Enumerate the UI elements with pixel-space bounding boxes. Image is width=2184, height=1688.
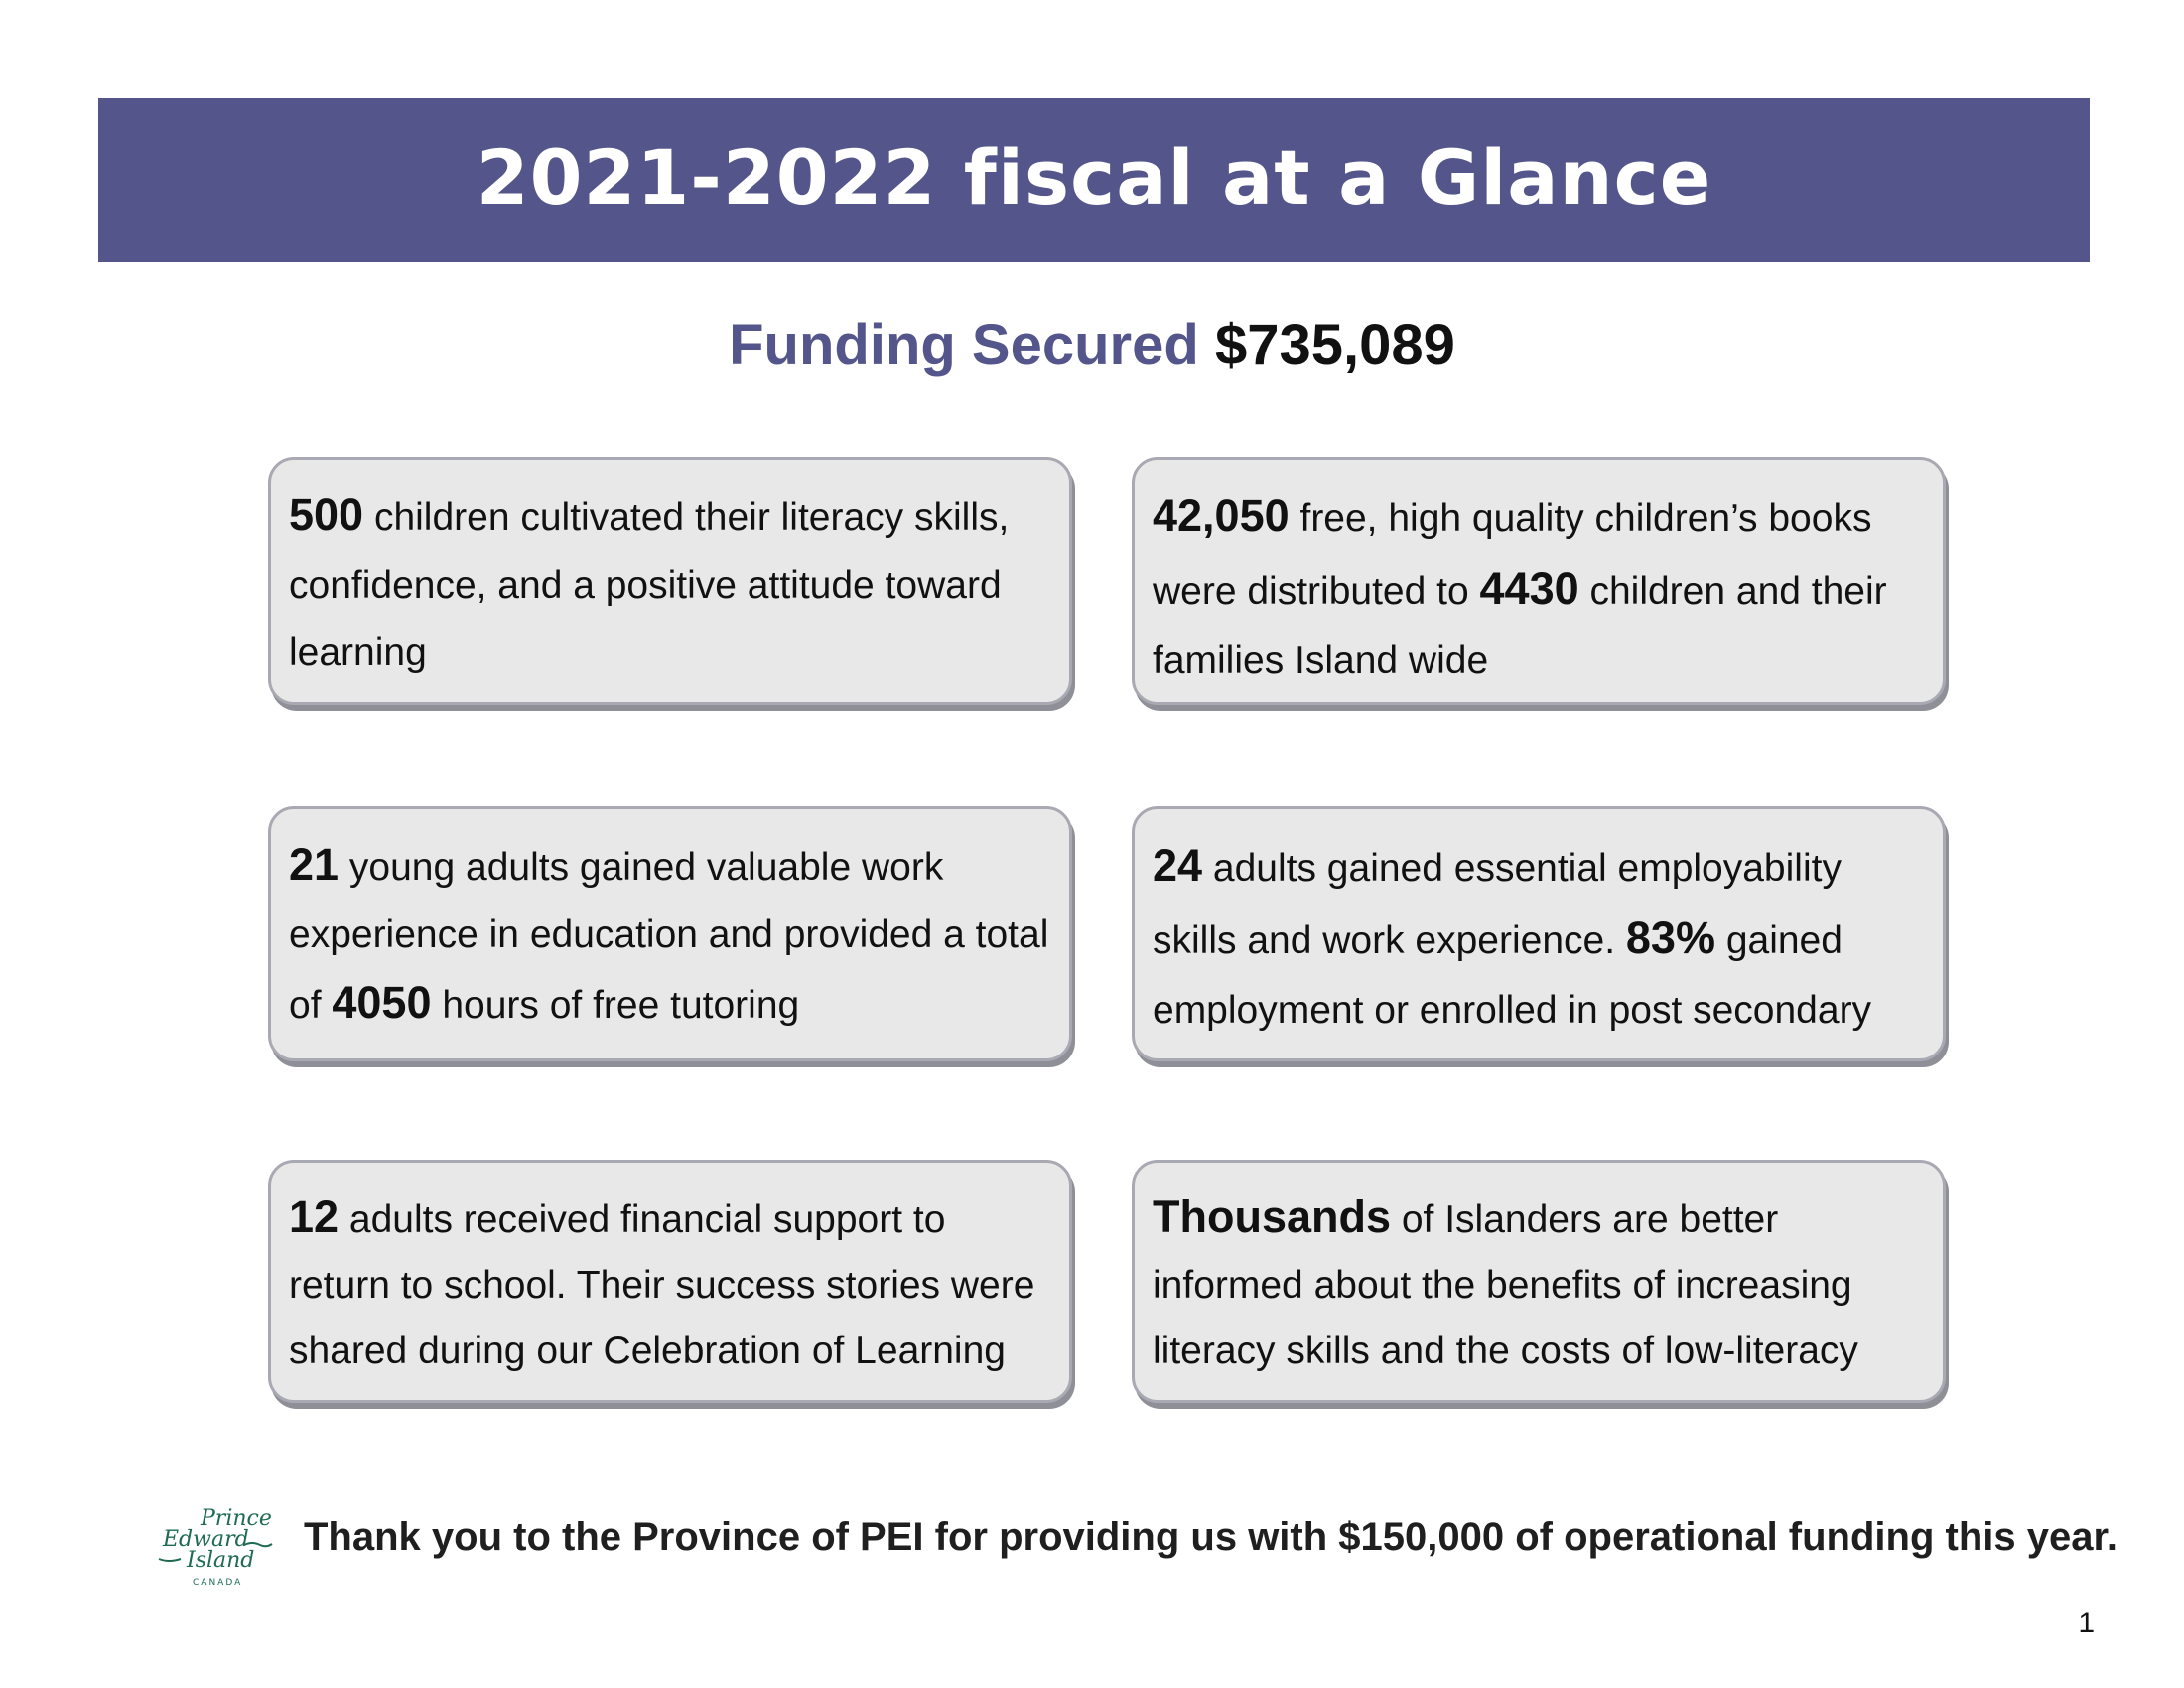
stat-text: free, high quality children’s books were distributed to xyxy=(1153,497,1872,613)
stat-highlight: 12 xyxy=(289,1192,340,1242)
stat-highlight-secondary: 4050 xyxy=(332,977,432,1028)
funding-amount: $735,089 xyxy=(1214,313,1455,377)
logo-line-canada: CANADA xyxy=(193,1578,243,1588)
stat-text-secondary: children and their families Island wide xyxy=(1153,570,1887,682)
funding-label: Funding Secured xyxy=(729,313,1199,377)
title-banner xyxy=(98,98,2090,262)
stat-text: adults received financial support to return to school. Their success stories were shared during our Celebration of Learning xyxy=(289,1198,1035,1372)
logo-swash-icon xyxy=(159,1559,181,1561)
logo-line-edward: Edward xyxy=(163,1527,249,1552)
stat-highlight: 42,050 xyxy=(1153,491,1290,541)
stat-highlight-secondary: 4430 xyxy=(1479,563,1579,614)
stat-card-islanders-informed xyxy=(1132,1160,1946,1403)
stat-card-young-adults-tutoring xyxy=(268,806,1072,1061)
stat-text-secondary: hours of free tutoring xyxy=(442,984,800,1027)
funding-secured-heading xyxy=(0,312,2184,378)
pei-logo xyxy=(157,1501,276,1591)
stat-highlight: Thousands xyxy=(1153,1192,1392,1242)
stat-highlight: 24 xyxy=(1153,840,1203,891)
page-title: 2021-2022 fiscal at a Glance xyxy=(476,133,1712,221)
stat-card-children-literacy xyxy=(268,457,1072,705)
stat-card-adult-employability xyxy=(1132,806,1946,1061)
stat-text: children cultivated their literacy skills, confidence, and a positive attitude toward learning xyxy=(289,496,1010,674)
logo-line-prince: Prince xyxy=(201,1506,272,1531)
stat-text-secondary: gained employment or enrolled in post secondary xyxy=(1153,919,1872,1032)
stat-text: of Islanders are better informed about the benefits of increasing literacy skills and the costs of low-literacy xyxy=(1153,1198,1858,1372)
stat-card-books-distributed xyxy=(1132,457,1946,705)
thank-you-note: Thank you to the Province of PEI for providing us with $150,000 of operational funding this year. xyxy=(304,1515,2117,1559)
stat-highlight: 500 xyxy=(289,490,364,540)
logo-line-island: Island xyxy=(187,1548,255,1573)
stat-highlight-secondary: 83% xyxy=(1625,913,1715,963)
stat-text: young adults gained valuable work experience in education and provided a total of xyxy=(289,846,1049,1027)
stat-card-financial-support xyxy=(268,1160,1072,1403)
page-number: 1 xyxy=(2078,1607,2095,1639)
stat-highlight: 21 xyxy=(289,839,340,890)
stat-text: adults gained essential employability skills and work experience. xyxy=(1153,847,1842,962)
